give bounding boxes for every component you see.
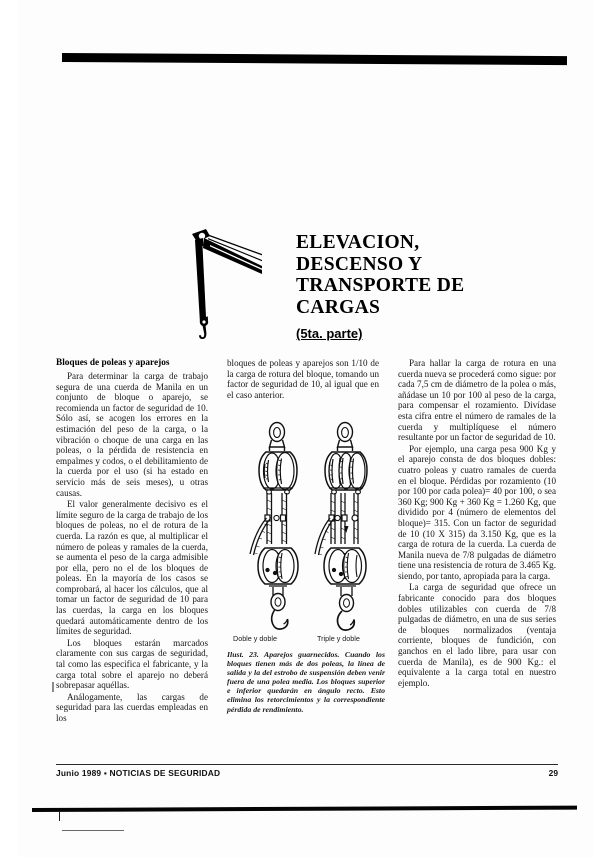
figure-caption-lead: Ilust. 23. Aparejos guarnecidos. xyxy=(227,650,340,659)
text-column-2 xyxy=(227,358,379,401)
figure-caption xyxy=(227,650,385,714)
text-column-1 xyxy=(56,358,208,725)
figure-block xyxy=(227,420,385,714)
article-headline-block xyxy=(296,232,566,341)
figure-caption-text: Cuando los bloques tienen más de dos poleas, la línea de salida y la del estrobo de suspensión deben venir fuera de una polea media. Los bloques superior e inferior quedarán en ángulo recto. Esto elimina los retorcimientos y la correspondiente pérdida de rendimiento. xyxy=(227,650,385,714)
paragraph: El valor generalmente decisivo es el límite seguro de la carga de trabajo de los bloques de poleas, no el de rotura de la cuerda. La razón es que, al multiplicar el número de poleas y ramales de la cuerda, se aumenta el peso de la carga admisible por ella, pero no el de los bloques de poleas. En la mayoría de los casos se comprobará, al hacer los cálculos, que al tomar un factor de seguridad de 10 para las cuerdas, la carga en los bloques quedará automáticamente dentro de los límites de seguridad. xyxy=(56,499,208,637)
block-and-tackle-illustration xyxy=(227,420,385,635)
scan-speck xyxy=(52,682,54,692)
paragraph: Por ejemplo, una carga pesa 900 Kg y el aparejo consta de dos bloques dobles: cuatro poleas y cuatro ramales de cuerda en el bloque. Pérdidas por rozamiento (10 por 100 por cada polea)= 40 por 100, o sea 360 Kg; 900 Kg + 360 Kg = 1.260 Kg, que dividido por 4 (número de elementos del bloque)= 315. Con un factor de seguridad de 10 (10 X 315) da 3.150 Kg, que es la carga de rotura de la cuerda. La cuerda de Manila nueva de 7/8 pulgadas de diámetro tiene una resistencia de rotura de 3.465 Kg. siendo, por tanto, apropiada para la carga. xyxy=(398,443,556,581)
bottom-tick-mark xyxy=(59,812,60,821)
headline-subtitle: (5ta. parte) xyxy=(296,326,363,341)
footer-issue-line: Junio 1989 ▪ NOTICIAS DE SEGURIDAD xyxy=(56,768,221,778)
text-column-3 xyxy=(398,358,556,689)
figure-label-left: Doble y doble xyxy=(233,634,277,643)
bottom-rule xyxy=(32,806,577,812)
headline-line-4: CARGAS xyxy=(296,296,381,318)
footer-rule xyxy=(56,764,558,765)
paragraph: Análogamente, las cargas de seguridad para las cuerdas empleadas en los xyxy=(56,691,208,723)
paragraph: Los bloques estarán marcados claramente con sus cargas de seguridad, tal como las especifica el fabricante, y la carga total sobre el aparejo no deberá sobrepasar aquéllas. xyxy=(56,637,208,691)
scan-edge-left xyxy=(0,0,18,857)
headline-line-3: TRANSPORTE DE xyxy=(296,275,465,296)
headline-line-2: DESCENSO Y xyxy=(296,253,423,275)
page-title xyxy=(296,232,566,318)
paragraph: La carga de seguridad que ofrece un fabricante conocido para dos bloques dobles utilizables con cuerda de 7/8 pulgadas de diámetro, en una de sus series de bloques normalizados (ventaja corriente, bloques de fundición, con ganchos en el lado libre, para usar con cuerda de Manila), es de 900 Kg.: el equivalente a la carga total en nuestro ejemplo. xyxy=(398,582,556,688)
figure-labels xyxy=(227,634,385,646)
derrick-crane-icon xyxy=(150,212,262,344)
top-rule xyxy=(62,53,567,65)
paragraph: Para determinar la carga de trabajo segura de una cuerda de Manila en un conjunto de bloque o aparejo, se recomienda un factor de seguridad de 10. Sólo así, se acogen los errores en la estimación del peso de la carga, o la vibración o choque de una carga en las poleas, o la pérdida de resistencia en empalmes y codos, o el debilitamiento de la cuerda por el uso (si ha estado en servicio más de seis meses), u otras causas. xyxy=(56,371,208,498)
figure-label-right: Triple y doble xyxy=(317,634,360,643)
headline-line-1: ELEVACION, xyxy=(296,232,420,253)
bottom-scan-artifact xyxy=(62,830,124,831)
section-heading: Bloques de poleas y aparejos xyxy=(56,358,170,368)
scan-edge-right xyxy=(594,0,610,857)
page-number: 29 xyxy=(548,768,558,778)
paragraph: bloques de poleas y aparejos son 1/10 de la carga de rotura del bloque, tomando un factor de seguridad de 10, al igual que en el caso anterior. xyxy=(227,358,379,400)
paragraph: Para hallar la carga de rotura en una cuerda nueva se procederá como sigue: por cada 7,5 cm de diámetro de la polea o más, añádase un 10 por 100 al peso de la carga, para compensar el rozamiento. Divídase esta cifra entre el número de ramales de la cuerda y multiplíquese el número resultante por un factor de seguridad de 10. xyxy=(398,358,556,443)
article-body xyxy=(56,358,558,758)
